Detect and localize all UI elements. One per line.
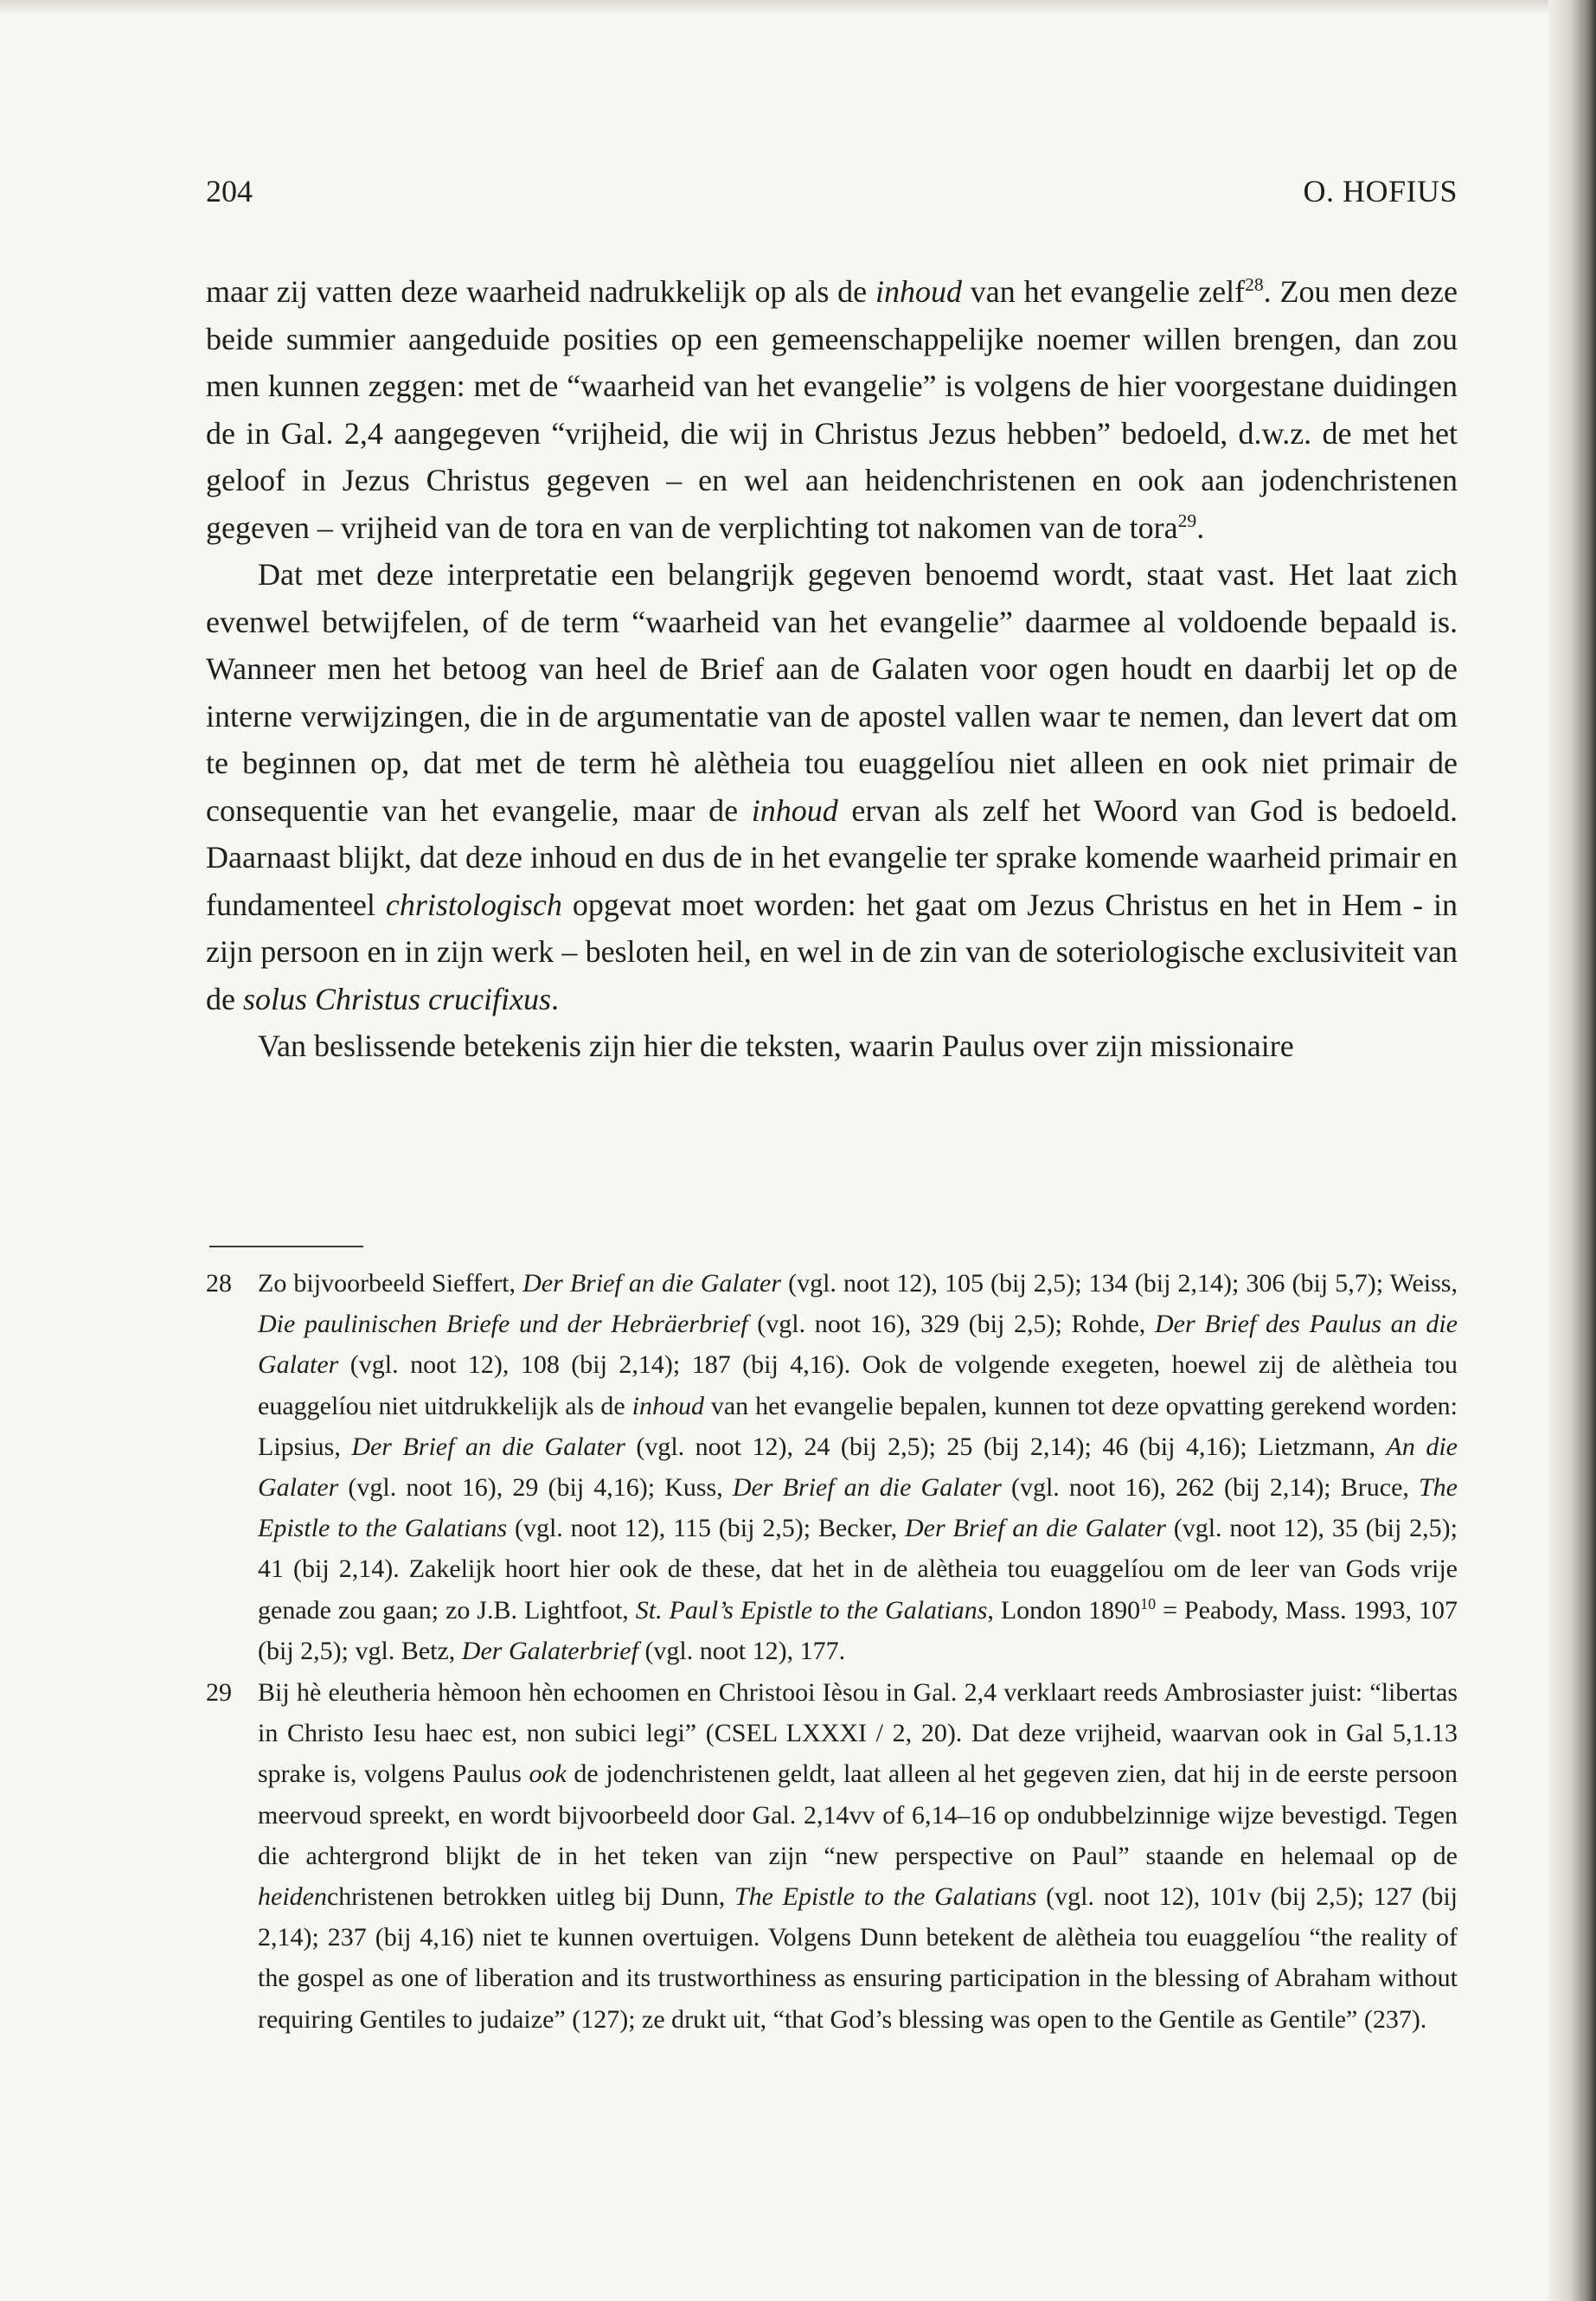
footnote-number: 29 [206, 1678, 232, 1708]
italic-run: Der Brief an die Galater [732, 1473, 1002, 1503]
footnote-number: 28 [206, 1269, 232, 1298]
text-run: (vgl. noot 12), 35 (bij 2,5); 41 (bij 2,14). Zakelijk hoort hier ook de these, dat het in de alètheia tou euaggelíou om de leer van Gods vrije genade zou gaan; zo J.B. Lightfoot, [258, 1514, 1458, 1625]
text-run: . Zou men deze beide summier aangeduide posities op een gemeenschappelijke noemer willen brengen, dan zou men kunnen zeggen: met de “waarheid van het evangelie” is volgens de hier voorgestane duidingen de in Gal. 2,4 aangegeven “vrijheid, die wij in Christus Jezus hebben” bedoeld, d.w.z. de met het geloof in Jezus Christus gegeven – en wel aan heidenchristenen en ook aan jodenchristenen gegeven – vrijheid van de tora en van de verplichting tot nakomen van de tora [206, 274, 1458, 545]
text-run: (vgl. noot 16), 329 (bij 2,5); Rohde, [747, 1310, 1155, 1339]
italic-run: Der Brief an die Galater [522, 1269, 782, 1298]
page-top-shadow [0, 0, 1596, 14]
paragraph-1 [206, 268, 1458, 551]
italic-run: Der Brief an die Galater [904, 1514, 1166, 1543]
text-run: Zo bijvoorbeeld Sieffert, [258, 1269, 523, 1298]
text-run: Bij hè eleutheria hèmoon hèn echoomen en Christooi Ièsou in Gal. 2,4 verklaart reeds Ambrosiaster juist: “libertas in Christo Iesu haec est, non subici legi” (CSEL LXXXI / 2, 20). Dat deze vrijheid, waarvan ook in Gal 5,1.13 sprake is, volgens Paulus [258, 1678, 1458, 1789]
footnote-ref-29[interactable]: 29 [1177, 510, 1197, 531]
text-run: . [551, 981, 560, 1016]
edition-superscript: 10 [1140, 1594, 1157, 1612]
italic-run: St. Paul’s Epistle to the Galatians [635, 1595, 988, 1625]
paragraph-3 [206, 1022, 1458, 1070]
italic-run: Der Brief des Paulus an die Galater [258, 1310, 1458, 1380]
footnote-28 [206, 1263, 1458, 1671]
italic-run: Der Brief an die Galater [351, 1432, 625, 1461]
italic-run: inhoud [751, 792, 838, 828]
text-run: van het evangelie bepalen, kunnen tot deze opvatting gerekend worden: Lipsius, [258, 1391, 1458, 1461]
italic-run: An die Galater [258, 1432, 1458, 1503]
italic-run: christologisch [385, 887, 562, 922]
footnote-text [258, 1672, 1458, 2040]
italic-run: inhoud [631, 1391, 704, 1420]
italic-run: Die paulinischen Briefe und der Hebräerbrief [258, 1310, 748, 1339]
italic-run: Der Galaterbrief [461, 1636, 638, 1665]
italic-run: The Epistle to the Galatians [734, 1882, 1037, 1912]
footnote-separator [209, 1246, 363, 1247]
page-number: 204 [206, 174, 253, 208]
text-run: ervan als zelf het Woord van God is bedoeld. Daarnaast blijkt, dat deze inhoud en dus de in het evangelie ter sprake komende waarheid primair en fundamenteel [206, 792, 1458, 922]
text-run: (vgl. noot 12), 115 (bij 2,5); Becker, [507, 1514, 905, 1543]
main-text [206, 268, 1458, 1070]
italic-run: heiden [258, 1882, 327, 1912]
text-run: Van beslissende betekenis zijn hier die teksten, waarin Paulus over zijn missionaire [258, 1029, 1294, 1063]
italic-run: solus Christus crucifixus [242, 981, 552, 1016]
page-header [206, 173, 1458, 225]
text-run: Dat met deze interpretatie een belangrijk gegeven benoemd wordt, staat vast. Het laat zich evenwel betwijfelen, of de term “waarheid van het evangelie” daarmee al voldoende bepaald is. Wanneer men het betoog van heel de Brief aan de Galaten voor ogen houdt en daarbij let op de interne verwijzingen, die in de argumentatie van de apostel vallen waar te nemen, dan levert dat om te beginnen op, dat met de term hè alètheia tou euaggelíou niet alleen en ook niet primair de consequentie van het evangelie, maar de [206, 557, 1458, 828]
text-run: (vgl. noot 12), 101v (bij 2,5); 127 (bij 2,14); 237 (bij 4,16) niet te kunnen overtuigen. Volgens Dunn betekent de alètheia tou euaggelíou “the reality of the gospel as one of liberation and its trustworthiness as ensuring participation in the blessing of Abraham without requiring Gentiles to judaize” (127); ze drukt uit, “that God’s blessing was open to the Gentile as Gentile” (237). [258, 1882, 1458, 2034]
italic-run: ook [529, 1759, 567, 1789]
text-run: christenen betrokken uitleg bij Dunn, [326, 1882, 734, 1912]
text-run: (vgl. noot 12), 177. [638, 1636, 846, 1665]
text-run: . [1196, 510, 1205, 545]
footnote-29 [206, 1672, 1458, 2040]
text-run: (vgl. noot 12), 24 (bij 2,5); 25 (bij 2,14); 46 (bij 4,16); Lietzmann, [625, 1432, 1387, 1461]
book-binding-edge [1548, 0, 1596, 2301]
text-run: de jodenchristenen geldt, laat alleen al het gegeven zien, dat hij in de eerste persoon meervoud spreekt, en wordt bijvoorbeeld door Gal. 2,14vv of 6,14–16 op ondubbelzinnige wijze bevestigd. Tegen die achtergrond blijkt de in het teken van zijn “new perspective on Paul” staande en helemaal op de [258, 1759, 1458, 1870]
footnote-text [258, 1263, 1458, 1671]
text-run: van het evangelie zelf [962, 274, 1246, 309]
italic-run: The Epistle to the Galatians [258, 1473, 1458, 1543]
text-run: (vgl. noot 12), 108 (bij 2,14); 187 (bij 4,16). Ook de volgende exegeten, hoewel zij de alètheia tou euaggelíou niet uitdrukkelijk als de [258, 1350, 1458, 1420]
running-head: O. HOFIUS [1303, 174, 1458, 208]
text-run: = Peabody, Mass. 1993, 107 (bij 2,5); vgl. Betz, [258, 1595, 1458, 1665]
paragraph-2 [206, 551, 1458, 1022]
italic-run: inhoud [875, 274, 962, 309]
footnote-ref-28[interactable]: 28 [1245, 274, 1264, 295]
text-run: , London 1890 [987, 1595, 1141, 1625]
footnotes [206, 1263, 1458, 2041]
text-run: (vgl. noot 16), 29 (bij 4,16); Kuss, [338, 1473, 733, 1503]
text-run: (vgl. noot 12), 105 (bij 2,5); 134 (bij 2,14); 306 (bij 5,7); Weiss, [781, 1269, 1458, 1298]
text-run: maar zij vatten deze waarheid nadrukkelijk op als de [206, 274, 875, 309]
text-run: opgevat moet worden: het gaat om Jezus Christus en het in Hem - in zijn persoon en in zijn werk – besloten heil, en wel in de zin van de soteriologische exclusiviteit van de [206, 887, 1458, 1016]
text-run: (vgl. noot 16), 262 (bij 2,14); Bruce, [1001, 1473, 1419, 1503]
